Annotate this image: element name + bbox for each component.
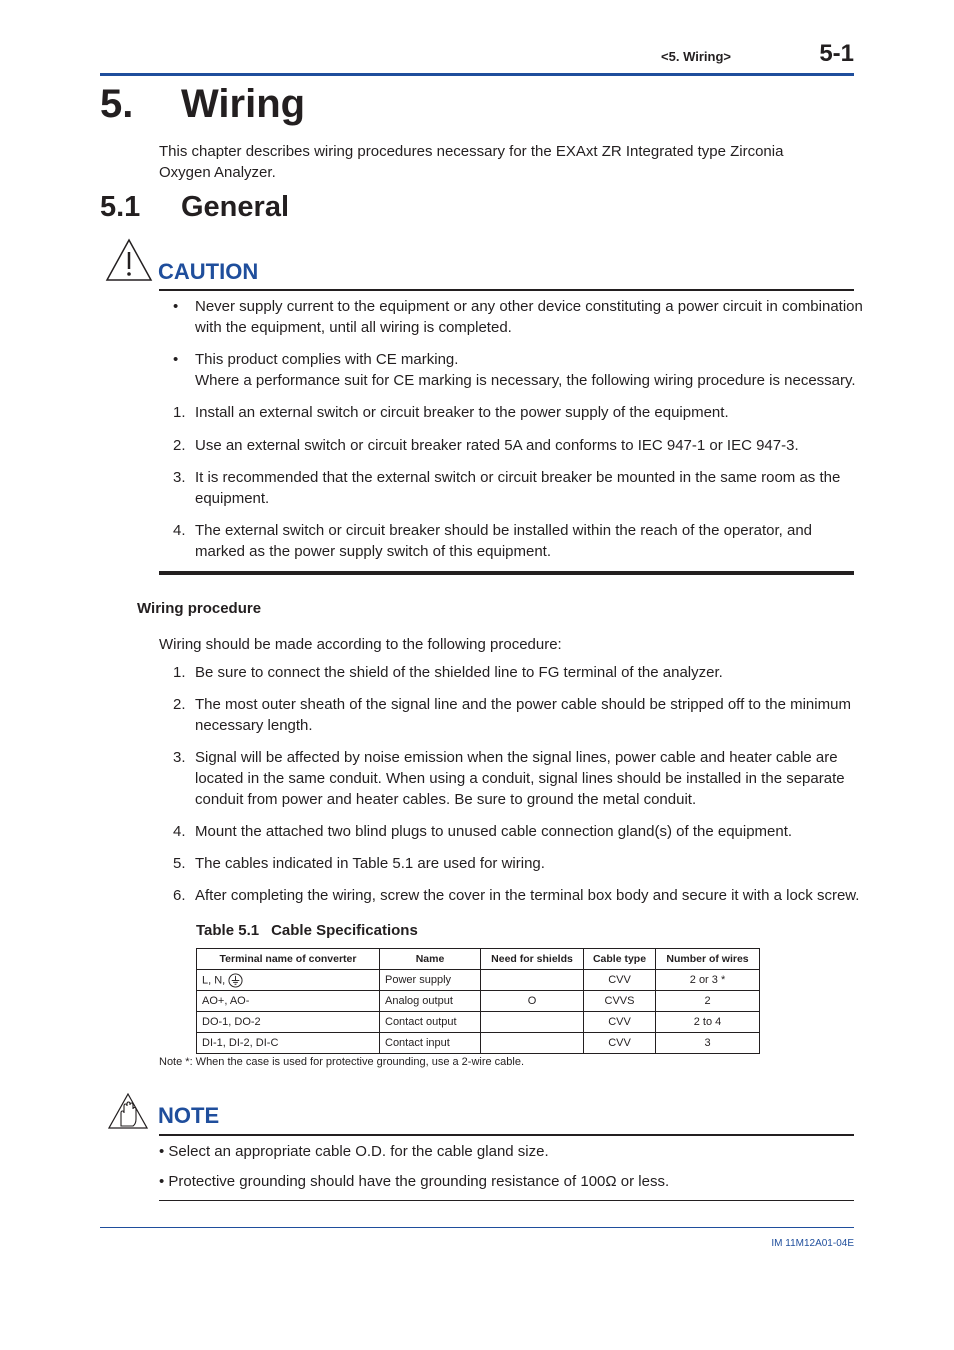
- table-row: [197, 1033, 760, 1054]
- step-marker: 1.: [173, 404, 186, 421]
- cable-spec-table: [196, 948, 760, 1054]
- table-cell: 2 or 3 *: [656, 970, 760, 991]
- step-text: After completing the wiring, screw the cover in the terminal box body and secure it with a lock screw.: [195, 887, 860, 904]
- section-title: General: [181, 191, 289, 223]
- table-header-cell: Cable type: [584, 949, 656, 970]
- bullet-text: Never supply current to the equipment or any other device constituting a power circuit in combination with the equipment, until all wiring is completed.: [195, 298, 863, 336]
- table-header-cell: Name: [380, 949, 481, 970]
- table-cell: [481, 1033, 584, 1054]
- chapter-title: Wiring: [181, 82, 306, 126]
- table-caption-number: Table 5.1: [196, 922, 260, 939]
- page-number: 5-1: [819, 40, 854, 67]
- table-cell: 2 to 4: [656, 1012, 760, 1033]
- table-row: [197, 970, 760, 991]
- step-text: The most outer sheath of the signal line and the power cable should be stripped off to the minimum necessary length.: [195, 696, 851, 734]
- table-cell: Analog output: [380, 991, 481, 1012]
- step-marker: 3.: [173, 749, 186, 766]
- table-cell: Contact input: [380, 1033, 481, 1054]
- table-caption: [196, 922, 418, 939]
- table-cell: CVV: [584, 970, 656, 991]
- step-marker: 2.: [173, 437, 186, 454]
- ground-symbol-icon: [228, 973, 243, 988]
- note-top-rule: [159, 1134, 854, 1136]
- table-cell: 3: [656, 1033, 760, 1054]
- running-header-section: <5. Wiring>: [661, 49, 731, 64]
- footer-rule: [100, 1227, 854, 1228]
- step-text: Install an external switch or circuit breaker to the power supply of the equipment.: [195, 404, 729, 421]
- table-cell: DO-1, DO-2: [197, 1012, 380, 1033]
- table-caption-title: Cable Specifications: [271, 922, 418, 939]
- table-header-cell: Need for shields: [481, 949, 584, 970]
- section-number: 5.1: [100, 191, 141, 223]
- table-cell: [197, 970, 380, 991]
- table-cell: CVV: [584, 1012, 656, 1033]
- table-cell: AO+, AO-: [197, 991, 380, 1012]
- procedure-heading: Wiring procedure: [137, 600, 262, 617]
- step-text: It is recommended that the external switch or circuit breaker be mounted in the same room as the equipment.: [195, 469, 841, 507]
- table-header-cell: Number of wires: [656, 949, 760, 970]
- table-cell: O: [481, 991, 584, 1012]
- table-cell: CVV: [584, 1033, 656, 1054]
- table-cell: [481, 1012, 584, 1033]
- bullet-marker: •: [173, 298, 179, 315]
- note-item: • Select an appropriate cable O.D. for the cable gland size.: [159, 1143, 549, 1160]
- table-header-cell: Terminal name of converter: [197, 949, 380, 970]
- terminal-name-text: L, N,: [202, 973, 226, 986]
- caution-bottom-rule: [159, 571, 854, 575]
- step-text: The external switch or circuit breaker should be installed within the reach of the operator, and marked as the power supply switch of this equipment.: [195, 522, 813, 560]
- step-marker: 2.: [173, 696, 186, 713]
- caution-top-rule: [159, 289, 854, 291]
- note-bottom-rule: [159, 1200, 854, 1201]
- note-title: NOTE: [158, 1103, 220, 1128]
- step-marker: 5.: [173, 855, 186, 872]
- table-row: [197, 1012, 760, 1033]
- step-text: Signal will be affected by noise emission when the signal lines, power cable and heater cable are located in the same conduit. When using a conduit, signal lines should be installed in the separate conduit from power and heater cables. Be sure to ground the metal conduit.: [195, 749, 845, 808]
- table-cell: Power supply: [380, 970, 481, 991]
- warning-triangle-icon: [105, 238, 153, 282]
- bullet-marker: •: [173, 351, 179, 368]
- note-item: • Protective grounding should have the grounding resistance of 100Ω or less.: [159, 1173, 670, 1190]
- table-cell: Contact output: [380, 1012, 481, 1033]
- caution-title: CAUTION: [158, 259, 259, 284]
- table-row: [197, 991, 760, 1012]
- table-cell: CVVS: [584, 991, 656, 1012]
- step-text: Use an external switch or circuit breaker rated 5A and conforms to IEC 947-1 or IEC 947-3.: [195, 437, 799, 454]
- table-header-row: [197, 949, 760, 970]
- step-text: Mount the attached two blind plugs to unused cable connection gland(s) of the equipment.: [195, 823, 793, 840]
- step-marker: 6.: [173, 887, 186, 904]
- step-marker: 4.: [173, 522, 186, 539]
- chapter-intro: This chapter describes wiring procedures necessary for the EXAxt ZR Integrated type Zirconia Oxygen Analyzer.: [159, 143, 784, 181]
- step-marker: 3.: [173, 469, 186, 486]
- step-marker: 1.: [173, 664, 186, 681]
- chapter-number: 5.: [100, 82, 134, 126]
- hand-stop-icon: [108, 1093, 148, 1129]
- table-cell: 2: [656, 991, 760, 1012]
- table-cell: DI-1, DI-2, DI-C: [197, 1033, 380, 1054]
- step-text: The cables indicated in Table 5.1 are used for wiring.: [195, 855, 545, 872]
- header-rule: [100, 73, 854, 76]
- table-cell: [481, 970, 584, 991]
- bullet-text-continued: Where a performance suit for CE marking is necessary, the following wiring procedure is necessary.: [195, 372, 856, 389]
- step-marker: 4.: [173, 823, 186, 840]
- table-note: Note *: When the case is used for protective grounding, use a 2-wire cable.: [159, 1056, 525, 1068]
- document-id: IM 11M12A01-04E: [771, 1238, 854, 1249]
- bullet-text: This product complies with CE marking.: [195, 351, 459, 368]
- procedure-intro: Wiring should be made according to the following procedure:: [159, 636, 562, 653]
- step-text: Be sure to connect the shield of the shielded line to FG terminal of the analyzer.: [195, 664, 723, 681]
